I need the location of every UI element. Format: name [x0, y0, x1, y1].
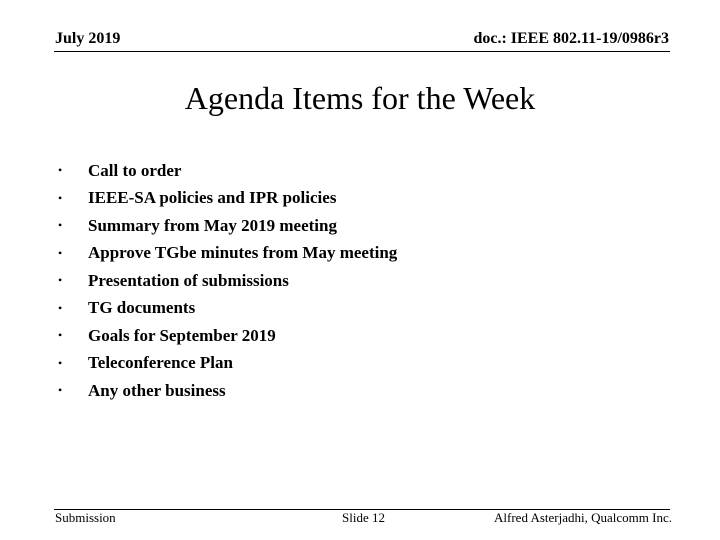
bullet-icon: •: [58, 273, 63, 288]
agenda-item-text: Goals for September 2019: [88, 325, 276, 345]
agenda-item: [58, 322, 397, 350]
agenda-item-text: Any other business: [88, 380, 226, 400]
footer-author: Alfred Asterjadhi, Qualcomm Inc.: [494, 510, 672, 525]
bullet-icon: •: [58, 355, 63, 370]
agenda-item-text: TG documents: [88, 298, 196, 318]
footer-slide-number: Slide 12: [342, 510, 385, 525]
agenda-item: [58, 295, 397, 323]
header-doc-id: doc.: IEEE 802.11-19/0986r3: [473, 30, 669, 47]
bullet-icon: •: [58, 190, 63, 205]
agenda-item-text: Call to order: [88, 160, 182, 180]
agenda-item: [58, 240, 397, 268]
bullet-icon: •: [58, 163, 63, 178]
agenda-item: [58, 212, 397, 240]
slide-title: Agenda Items for the Week: [184, 80, 536, 116]
agenda-item-text: Summary from May 2019 meeting: [88, 215, 337, 235]
header-date: July 2019: [55, 30, 121, 47]
bullet-icon: •: [58, 245, 63, 260]
header-divider: [54, 51, 670, 52]
agenda-item: [58, 157, 397, 185]
agenda-list: [58, 157, 397, 405]
agenda-item: [58, 267, 397, 295]
agenda-item-text: Presentation of submissions: [88, 270, 289, 290]
agenda-item-text: IEEE-SA policies and IPR policies: [88, 188, 337, 208]
footer-submission: Submission: [55, 510, 116, 525]
bullet-icon: •: [58, 218, 63, 233]
agenda-item: [58, 377, 397, 405]
bullet-icon: •: [58, 328, 63, 343]
agenda-item: [58, 350, 397, 378]
agenda-item-text: Approve TGbe minutes from May meeting: [88, 243, 398, 263]
bullet-icon: •: [58, 300, 63, 315]
bullet-icon: •: [58, 383, 63, 398]
agenda-item: [58, 185, 397, 213]
agenda-item-text: Teleconference Plan: [88, 353, 233, 373]
